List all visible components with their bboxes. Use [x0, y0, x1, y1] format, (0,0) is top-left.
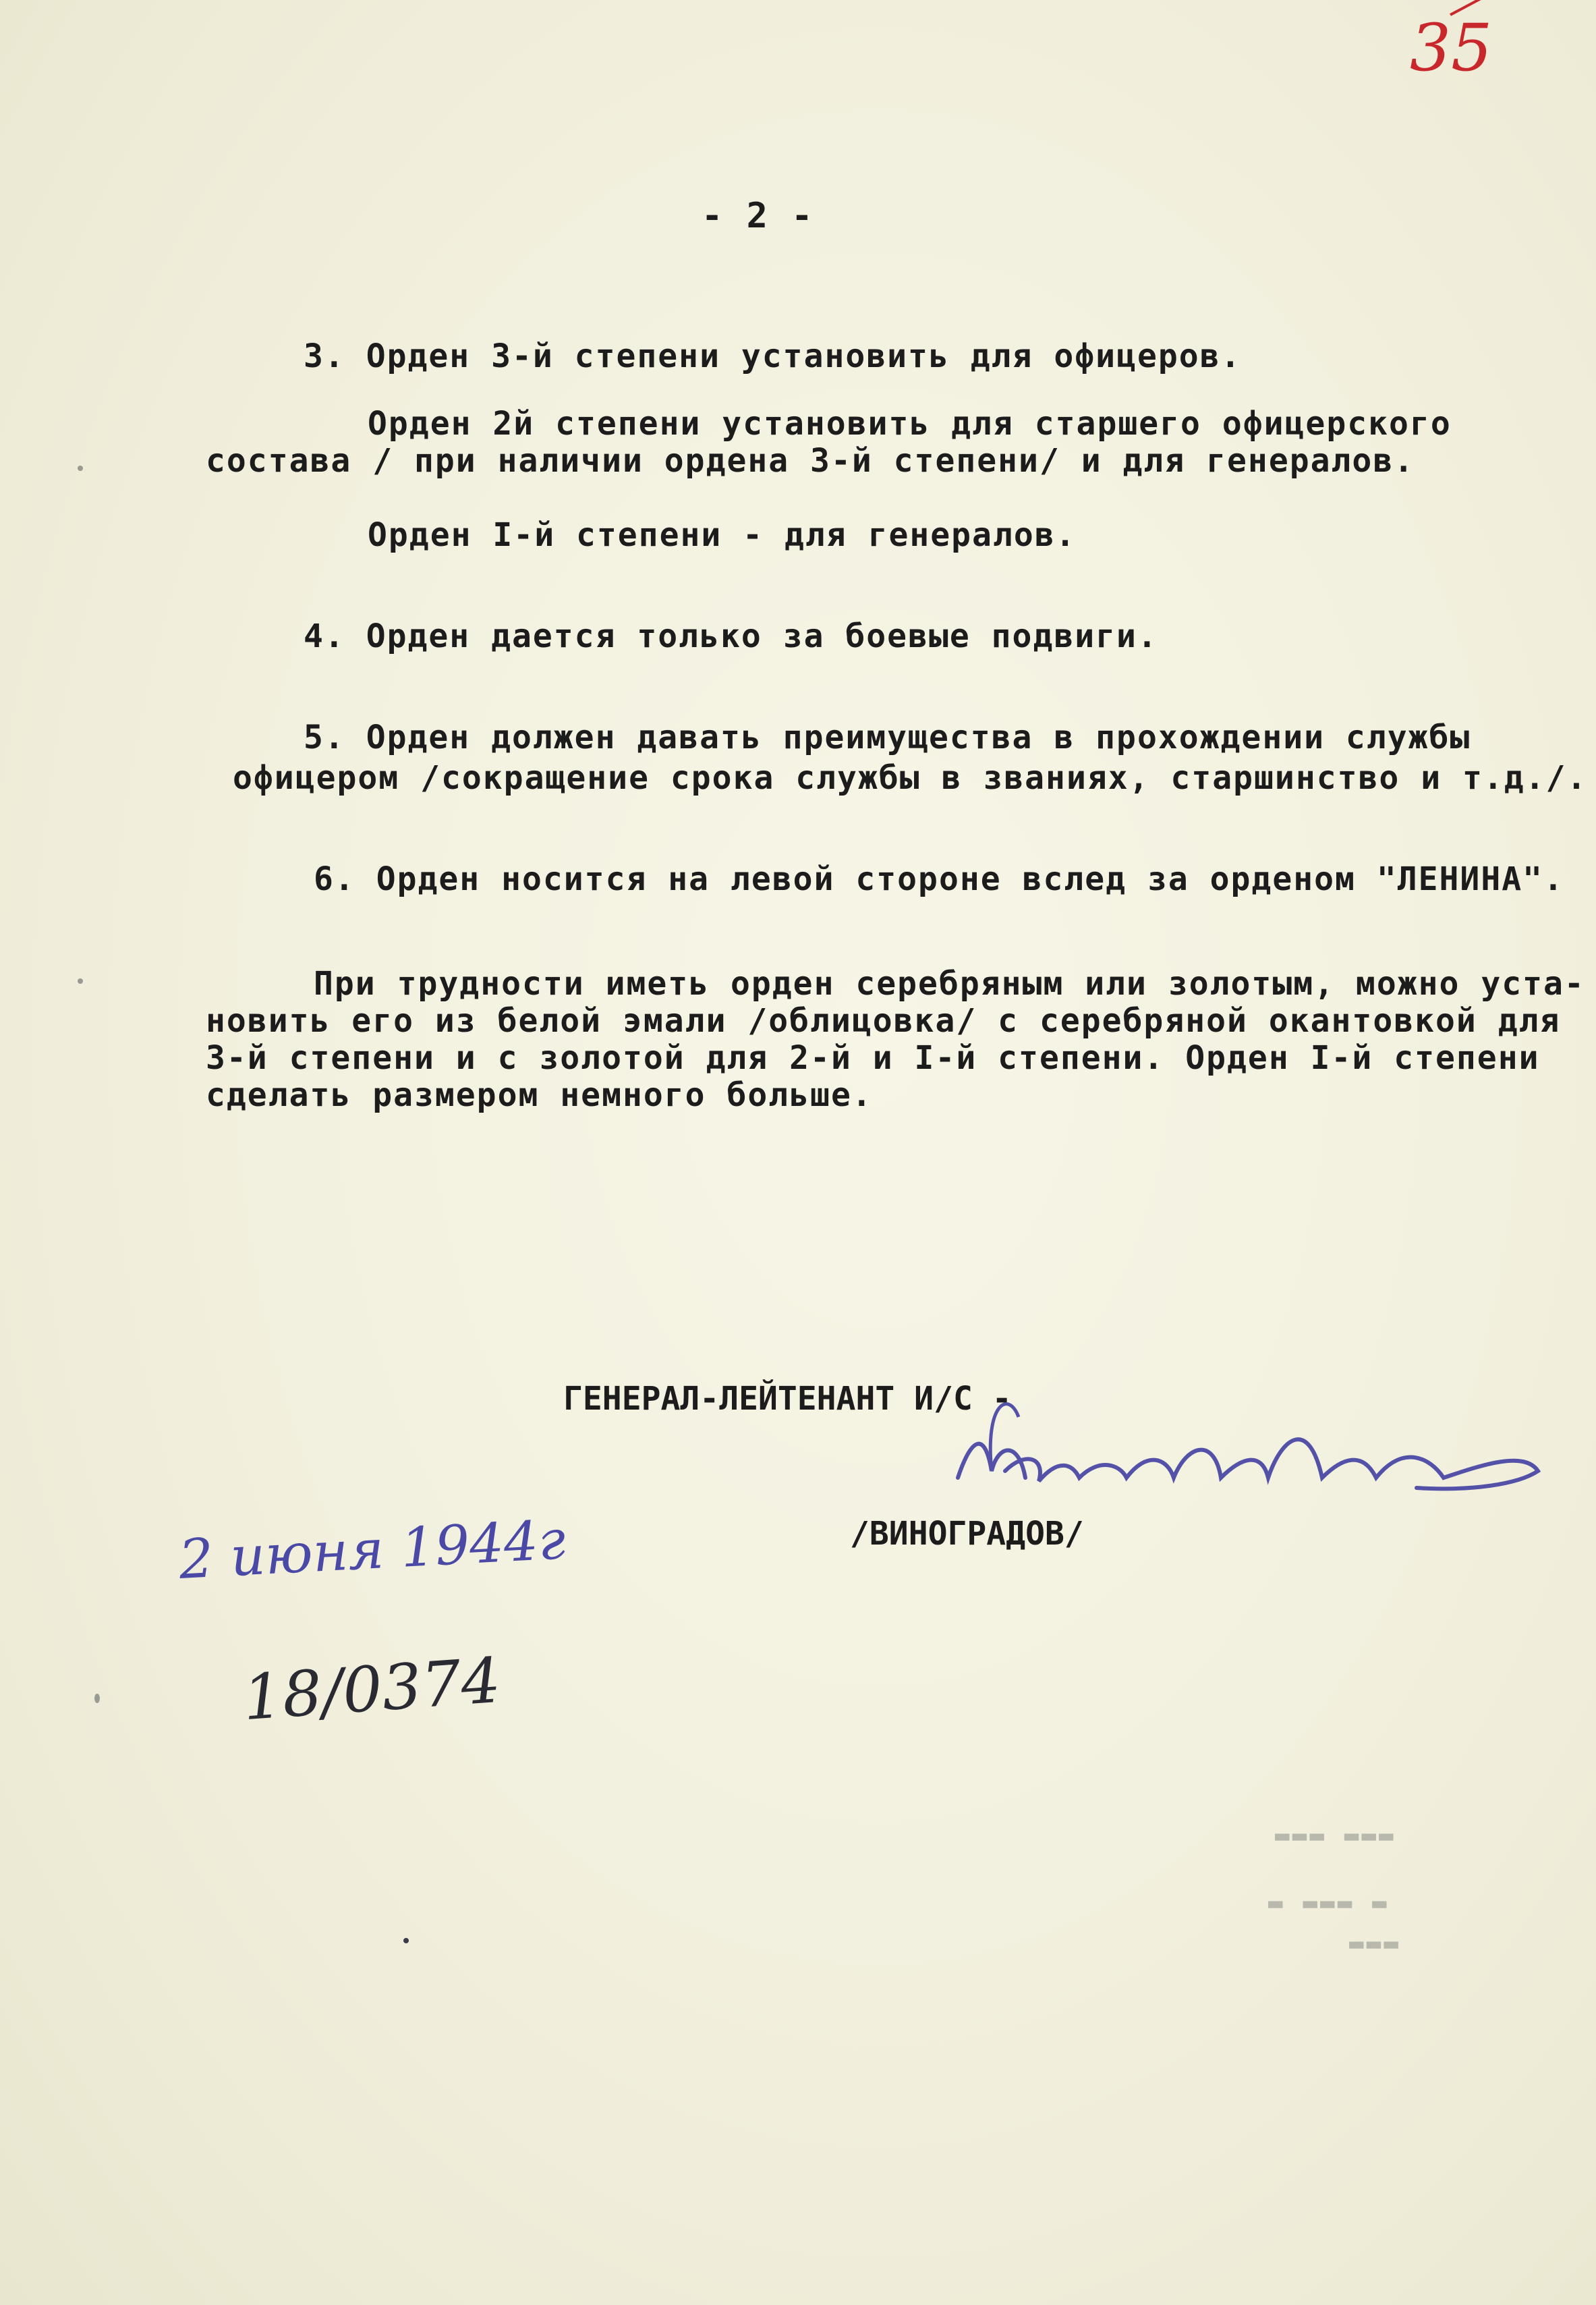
folio-number: 35: [1410, 10, 1493, 86]
faded-stamp-3: ▬▬▬: [1349, 1930, 1402, 1957]
paragraph-6: 6. Орден носится на левой стороне вслед за орденом "ЛЕНИНА".: [314, 860, 1564, 898]
paragraph-5-line-2: офицером /сокращение срока службы в званиях, старшинство и т.д./.: [233, 759, 1588, 797]
paragraph-3-line-4: Орден I-й степени - для генералов.: [368, 516, 1077, 554]
paragraph-3-line-2: Орден 2й степени установить для старшего офицерского: [368, 405, 1452, 443]
paragraph-7-line-4: сделать размером немного больше.: [206, 1076, 873, 1114]
paragraph-3-line-3: состава / при наличии ордена 3-й степени/ и для генералов.: [206, 442, 1415, 480]
binding-hole: [78, 466, 83, 471]
faded-stamp-2: ▬ ▬▬▬ ▬: [1268, 1889, 1390, 1917]
paragraph-7-line-3: 3-й степени и с золотой для 2-й и I-й степени. Орден I-й степени: [206, 1039, 1540, 1077]
signature-rank: ГЕНЕРАЛ-ЛЕЙТЕНАНТ И/С -: [563, 1380, 1012, 1418]
binding-hole: [78, 978, 83, 984]
signature-handwritten: [944, 1377, 1551, 1538]
page-number: - 2 -: [702, 196, 814, 236]
ink-dot: [403, 1938, 409, 1943]
paragraph-7-line-1: При трудности иметь орден серебряным или золотым, можно уста-: [314, 965, 1585, 1003]
signature-name: /ВИНОГРАДОВ/: [850, 1515, 1084, 1553]
handwritten-reference: 18/0374: [240, 1644, 503, 1735]
binding-hole: [94, 1694, 100, 1703]
paragraph-7-line-2: новить его из белой эмали /облицовка/ с серебряной окантовкой для: [206, 1002, 1561, 1040]
paragraph-5-line-1: 5. Орден должен давать преимущества в прохождении службы: [304, 719, 1471, 756]
handwritten-date: 2 июня 1944г: [177, 1508, 567, 1591]
paragraph-3-line-1: 3. Орден 3-й степени установить для офицеров.: [304, 337, 1242, 375]
faded-stamp-1: ▬▬▬ ▬▬▬: [1275, 1822, 1396, 1850]
paragraph-4: 4. Орден дается только за боевые подвиги.: [304, 617, 1158, 655]
